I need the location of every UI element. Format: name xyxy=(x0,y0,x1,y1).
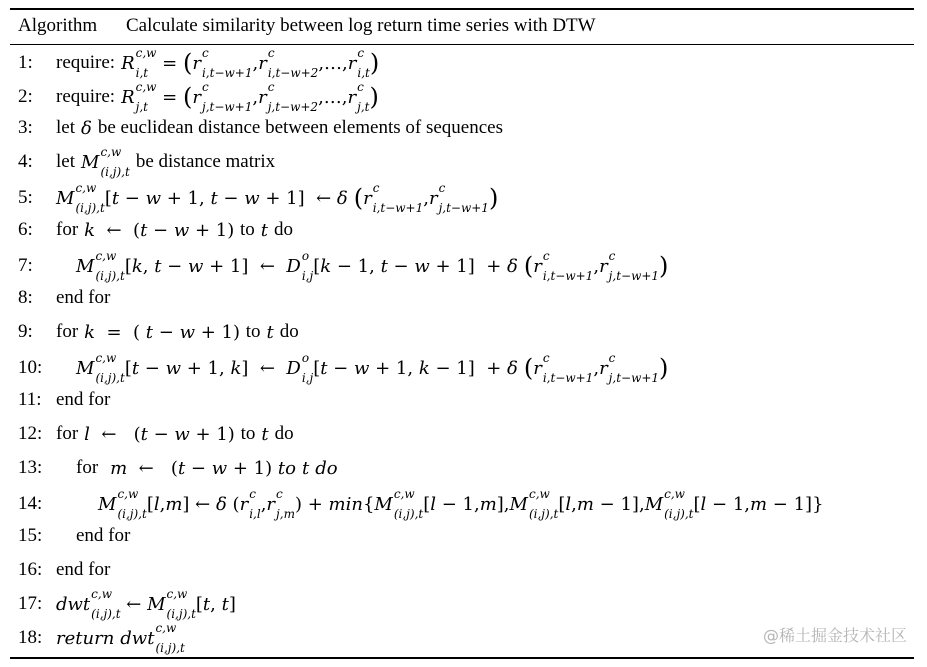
line-number: 6: xyxy=(18,219,33,240)
line-code xyxy=(56,559,110,581)
algorithm-line-6 xyxy=(18,216,293,244)
algorithm-line-10 xyxy=(18,352,668,384)
algorithm-line-11 xyxy=(18,386,110,414)
algorithm-line-17 xyxy=(18,588,236,620)
line-text: be distance matrix xyxy=(135,151,276,172)
algorithm-line-8 xyxy=(18,284,110,312)
line-number: 16: xyxy=(18,559,43,580)
line-code xyxy=(56,287,110,309)
algorithm-line-5 xyxy=(18,182,498,214)
keyword: do xyxy=(274,219,294,240)
line-number: 9: xyxy=(18,321,33,342)
keyword: to xyxy=(240,423,256,444)
keyword: do xyxy=(279,321,299,342)
algorithm-line-3 xyxy=(18,114,503,142)
line-number: 14: xyxy=(18,493,43,514)
algorithm-line-2 xyxy=(18,82,379,112)
keyword: for xyxy=(56,321,79,342)
keyword: end for xyxy=(56,287,111,308)
keyword: require: xyxy=(56,52,116,73)
algorithm-line-13 xyxy=(18,454,338,482)
algorithm-line-7 xyxy=(18,250,668,282)
keyword: let xyxy=(56,151,75,172)
keyword: do xyxy=(274,423,294,444)
keyword: for xyxy=(56,423,79,444)
line-number: 5: xyxy=(18,187,33,208)
line-number: 1: xyxy=(18,52,33,73)
line-code xyxy=(56,389,110,411)
keyword: require: xyxy=(56,86,116,107)
line-code: return dwt c,w (i,j),t xyxy=(56,621,185,655)
algorithm-line-16 xyxy=(18,556,110,584)
keyword: to xyxy=(245,321,261,342)
line-number: 15: xyxy=(18,525,43,546)
line-number: 4: xyxy=(18,151,33,172)
algorithm-header xyxy=(18,12,596,40)
line-number: 11: xyxy=(18,389,42,410)
line-number: 18: xyxy=(18,627,43,648)
keyword: for xyxy=(56,219,79,240)
algorithm-line-14 xyxy=(18,487,824,521)
keyword: to xyxy=(240,219,255,240)
algorithm-title: Calculate similarity between log return time series with DTW xyxy=(126,15,596,36)
algorithm-line-1 xyxy=(18,48,379,78)
algorithm-line-4 xyxy=(18,146,275,178)
line-code: for l ← ( t − w + 1) to t do xyxy=(56,423,294,445)
line-number: 12: xyxy=(18,423,43,444)
line-code: M c,w (i,j),t [ t − w + 1, t − w + 1] ← δ ( r c i,t−w+1 , r c j,t−w+1 ) xyxy=(56,181,499,215)
line-code: require: R c,w j,t = ( r c j,t−w+1 , r c j,t−w+2 ,…, r c j,t ) xyxy=(56,80,379,114)
algorithm-label: Algorithm xyxy=(18,15,98,36)
line-code: M c,w (i,j),t [ l , m ] ← δ ( r c i,l , r c j,m ) + min { M c,w (i,j),t [ l − 1, m ], M c,w (i,j),t [ l , m − 1], M c,w (i,j),t [ l − 1, m − 1]} xyxy=(98,487,824,521)
line-number: 17: xyxy=(18,593,43,614)
line-code: for k = ( t − w + 1) to t do xyxy=(56,321,299,343)
algorithm-line-15 xyxy=(18,522,130,550)
line-code: M c,w (i,j),t [ t − w + 1, k ] ← D o i,j [ t − w + 1, k − 1] + δ ( r c i,t−w+1 , r c j,t−w+1 ) xyxy=(76,351,669,385)
line-code: M c,w (i,j),t [ k , t − w + 1] ← D o i,j [ k − 1, t − w + 1] + δ ( r c i,t−w+1 , r c j,t−w+1 ) xyxy=(76,249,669,283)
keyword: let xyxy=(56,117,75,138)
line-number: 13: xyxy=(18,457,43,478)
keyword: end for xyxy=(56,389,111,410)
line-code: for k ← ( t − w + 1) to t do xyxy=(56,219,294,241)
line-code: require: R c,w i,t = ( r c i,t−w+1 , r c i,t−w+2 ,…, r c i,t ) xyxy=(56,46,380,80)
keyword: for xyxy=(76,457,99,478)
bottom-rule xyxy=(10,657,914,659)
header-rule xyxy=(10,44,914,45)
line-code: let M c,w (i,j),t be distance matrix xyxy=(56,145,276,179)
line-number: 3: xyxy=(18,117,33,138)
line-code: dwt c,w (i,j),t ← M c,w (i,j),t [ t , t ] xyxy=(56,587,236,621)
algorithm-line-12 xyxy=(18,420,294,448)
keyword: end for xyxy=(56,559,111,580)
line-code: let δ be euclidean distance between elements of sequences xyxy=(56,117,503,139)
line-code: for m ← ( t − w + 1) to t do xyxy=(76,457,338,479)
keyword: end for xyxy=(76,525,131,546)
top-rule xyxy=(10,8,914,10)
line-number: 8: xyxy=(18,287,33,308)
line-number: 2: xyxy=(18,86,33,107)
algorithm-line-18 xyxy=(18,622,185,654)
line-number: 10: xyxy=(18,357,43,378)
algorithm-line-9 xyxy=(18,318,299,346)
line-text: be euclidean distance between elements of sequences xyxy=(97,117,503,138)
watermark-text: @稀土掘金技术社区 xyxy=(762,626,907,645)
line-number: 7: xyxy=(18,255,33,276)
line-code xyxy=(76,525,130,547)
